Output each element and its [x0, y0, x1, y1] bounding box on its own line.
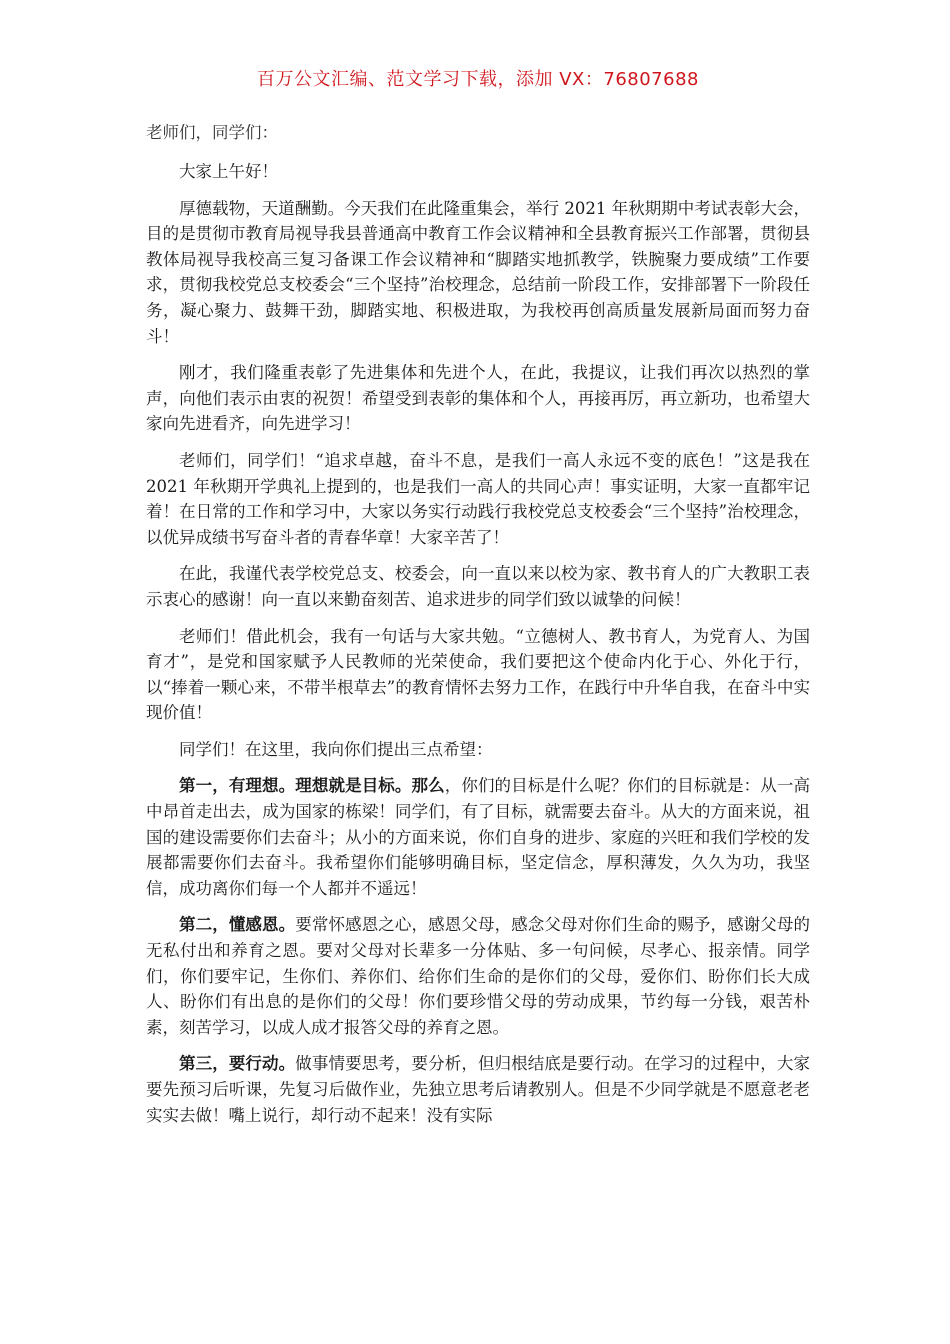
salutation: 老师们，同学们：	[146, 123, 278, 142]
hope-one-heading: 第一，有理想。理想就是目标。那么	[179, 776, 445, 796]
paragraph-1: 厚德载物，天道酬勤。今天我们在此隆重集会，举行 2021 年秋期期中考试表彰大会，目的是贯彻市教育局视导我县普通高中教育工作会议精神和全县教育振兴工作部署，贯彻县教体局视导我校高三复习备课工作会议精神和“脚踏实地抓教学，铁腕聚力要成绩”工作要求，贯彻我校党总支校委会“三个坚持”治校理念，总结前一阶段工作，安排部署下一阶段任务，凝心聚力、鼓舞干劲，脚踏实地、积极进取，为我校再创高质量发展新局面而努力奋斗！	[146, 198, 810, 346]
paragraph-5: 老师们！借此机会，我有一句话与大家共勉。“立德树人、教书育人，为党育人、为国育才”，是党和国家赋予人民教师的光荣使命，我们要把这个使命内化于心、外化于行，以“捧着一颗心来，不带半根草去”的教育情怀去努力工作，在践行中升华自我，在奋斗中实现价值！	[146, 626, 810, 723]
header-banner: 百万公文汇编、范文学习下载，添加 VX：76807688	[257, 69, 699, 90]
paragraph-8	[146, 912, 810, 1040]
hope-two-body: 要常怀感恩之心，感恩父母，感念父母对你们生命的赐予，感谢父母的无私付出和养育之恩。要对父母对长辈多一分体贴、多一句问候，尽孝心、报亲情。同学们，你们要牢记，生你们、养你们、给你们生命的是你们的父母，爱你们、盼你们长大成人、盼你们有出息的是你们的父母！你们要珍惜父母的劳动成果，节约每一分钱，艰苦朴素，刻苦学习，以成人成才报答父母的养育之恩。	[146, 915, 811, 1037]
paragraph-9	[146, 1051, 810, 1128]
hope-two-heading: 第二，懂感恩。	[179, 915, 296, 935]
paragraph-7	[146, 773, 810, 901]
hope-one-body: ，你们的目标是什么呢？你们的目标就是：从一高中昂首走出去，成为国家的栋梁！同学们，有了目标，就需要去奋斗。从大的方面来说，祖国的建设需要你们去奋斗；从小的方面来说，你们自身的进步、家庭的兴旺和我们学校的发展都需要你们去奋斗。我希望你们能够明确目标，坚定信念，厚积薄发，久久为功，我坚信，成功离你们每一个人都并不遥远！	[146, 776, 811, 898]
paragraph-2: 刚才，我们隆重表彰了先进集体和先进个人，在此，我提议，让我们再次以热烈的掌声，向他们表示由衷的祝贺！希望受到表彰的集体和个人，再接再厉，再立新功，也希望大家向先进看齐，向先进学习！	[146, 363, 810, 434]
greeting: 大家上午好！	[179, 162, 278, 181]
paragraph-3: 老师们，同学们！“追求卓越，奋斗不息，是我们一高人永远不变的底色！”这是我在 2021 年秋期开学典礼上提到的，也是我们一高人的共同心声！事实证明，大家一直都牢记着！在日常的工作和学习中，大家以务实行动践行我校党总支校委会“三个坚持”治校理念，以优异成绩书写奋斗者的青春华章！大家辛苦了！	[146, 450, 810, 547]
paragraph-4: 在此，我谨代表学校党总支、校委会，向一直以来以校为家、教书育人的广大教职工表示衷心的感谢！向一直以来勤奋刻苦、追求进步的同学们致以诚挚的问候！	[146, 564, 810, 609]
hope-three-body: 做事情要思考，要分析，但归根结底是要行动。在学习的过程中，大家要先预习后听课，先复习后做作业，先独立思考后请教别人。但是不少同学就是不愿意老老实实去做！嘴上说行，却行动不起来！没有实际	[146, 1054, 811, 1125]
paragraph-6: 同学们！在这里，我向你们提出三点希望：	[179, 739, 493, 759]
hope-three-heading: 第三，要行动。	[179, 1054, 296, 1074]
